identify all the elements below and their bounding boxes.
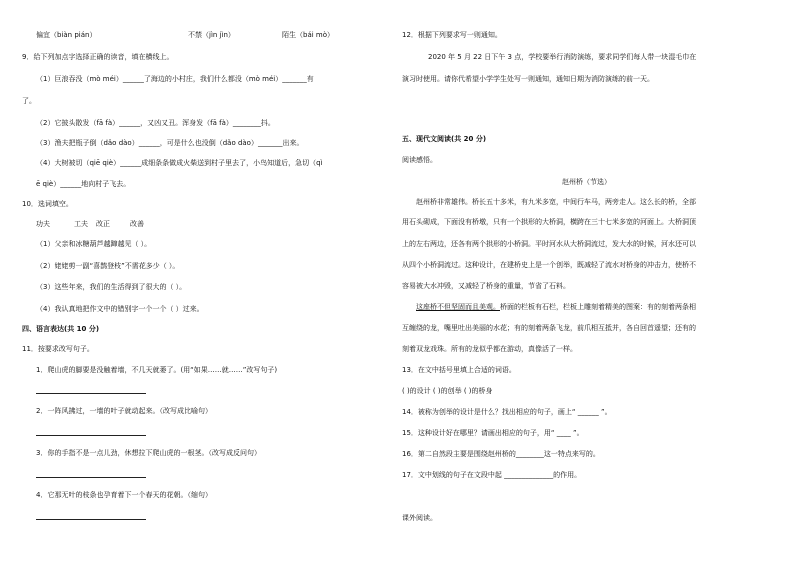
- q14: 14．被称为创举的设计是什么？找出相应的句子，画上“ ______ ”。: [402, 408, 612, 416]
- q17: 17．文中划线的句子在文段中起 ______________的作用。: [402, 471, 582, 479]
- passage-line-7: 互缠绕的龙，嘴里吐出美丽的水花；有的刻着两条飞龙，前爪相互抵并，各自回首遥望；还有的: [402, 324, 696, 332]
- q9-line-1b: 了。: [22, 97, 36, 105]
- q9-line-4b: ē qiè）______地向村子飞去。: [36, 180, 131, 188]
- passage-line-1: 赵州桥非常雄伟。桥长五十多米，有九米多宽，中间行车马，两旁走人。这么长的桥，全部: [416, 198, 696, 206]
- q11-title: 11．按要求改写句子。: [22, 345, 94, 353]
- q10-option-1: 功夫: [36, 220, 50, 228]
- q10-line-1: （1）父亲和冰糖葫芦越蹿越见（ ）。: [36, 240, 152, 248]
- pinyin-item-1: 偏宜（biàn pián）: [36, 31, 97, 39]
- pinyin-item-2: 不禁（jìn jìn）: [188, 31, 235, 39]
- underlined-sentence: 这座桥不但坚固而且美观。: [416, 303, 500, 311]
- q11-sentence-1: 1．爬山虎的脚要是没触着墙，不几天就萎了。(用“如果……就……”改写句子): [36, 366, 278, 374]
- q12-para-1: 2020 年 5 月 22 日下午 3 点，学校要举行消防演练，要求同学们每人带一块湿毛巾在: [428, 53, 697, 61]
- section-5-title: 五、现代文阅读(共 20 分): [402, 135, 487, 143]
- answer-line-4[interactable]: [36, 512, 146, 523]
- q9-title: 9．给下列加点字选择正确的读音，填在横线上。: [22, 53, 174, 61]
- q13-blanks: ( )的设计 ( )的创举 ( )的桥身: [402, 387, 493, 395]
- pinyin-item-3: 陌生（bái mò）: [282, 31, 335, 39]
- q11-sentence-3: 3．你的手指不是一点儿劲，休想拉下爬山虎的一根茎。（改写成反问句）: [36, 449, 261, 457]
- answer-line-3[interactable]: [36, 470, 146, 481]
- extra-reading-title: 课外阅读。: [402, 514, 437, 522]
- passage-title: 赵州桥（节选）: [562, 178, 611, 186]
- section-4-title: 四、语言表达(共 10 分): [22, 325, 100, 333]
- passage-line-4: 从四个小桥洞流过。这种设计，在建桥史上是一个创举，既减轻了流水对桥身的冲击力，使桥不: [402, 261, 696, 269]
- q10-line-4: （4）我认真地把作文中的错别字一个一个（ ）过来。: [36, 305, 204, 313]
- q16: 16．第二自然段主要是围绕赵州桥的________这一特点来写的。: [402, 450, 600, 458]
- q9-line-4: （4）大树被切（qiē qiè）______成细条条做成火柴送到村子里去了，小鸟知道后，急切（qì: [36, 159, 323, 167]
- q9-line-3: （3）渔夫把瓶子倒（dǎo dào）______，可是什么也没倒（dǎo dào）_______出来。: [36, 139, 304, 147]
- passage-line-6-rest: 桥面的栏板有石栏，栏板上雕刻着精美的图案：有的刻着两条相: [500, 303, 696, 311]
- q10-title: 10．选词填空。: [22, 200, 73, 208]
- answer-line-1[interactable]: [36, 386, 146, 397]
- q10-option-2: 工夫: [74, 220, 88, 228]
- passage-line-3: 上的左右两边，还各有两个拱形的小桥洞。平时河水从大桥洞流过，发大水的时候，河水还可以: [402, 240, 696, 248]
- q11-sentence-4: 4．它那无叶的枝条也孕育着下一个春天的花朝。（缩句）: [36, 491, 212, 499]
- answer-line-2[interactable]: [36, 428, 146, 439]
- q12-title: 12．根据下列要求写一则通知。: [402, 31, 502, 39]
- q13-title: 13．在文中括号里填上合适的词语。: [402, 366, 516, 374]
- q10-option-4: 改善: [130, 220, 144, 228]
- passage-line-2: 用石头砌成，下面没有桥墩，只有一个拱形的大桥洞，横跨在三十七米多宽的河面上。大桥洞顶: [402, 218, 696, 226]
- q11-sentence-2: 2．一阵风拂过，一墙的叶子就动起来。（改写成比喻句）: [36, 407, 212, 415]
- reading-intro: 阅读感悟。: [402, 156, 437, 164]
- q10-line-2: （2）姥姥剪一副“喜鹊登枝”不需花多少（ ）。: [36, 262, 180, 270]
- q10-line-3: （3）这些年来，我们的生活得到了很大的（ ）。: [36, 283, 187, 291]
- q15: 15．这种设计好在哪里？请画出相应的句子，用“ ____ ”。: [402, 429, 584, 437]
- passage-line-5: 容易被大水冲毁，又减轻了桥身的重量，节省了石料。: [402, 282, 570, 290]
- passage-line-6: [416, 303, 696, 312]
- q12-para-2: 演习时使用。请你代希望小学学生处写一则通知，通知日期为消防演练的前一天。: [402, 75, 654, 83]
- q9-line-1: （1）巨浪吞没（mò méi）______了海边的小村庄，我们什么都没（mò méi）_______有: [36, 75, 314, 83]
- q9-line-2: （2）它披头散发（fā fà）______，又凶又丑。浑身发（fā fà）________抖。: [36, 119, 275, 127]
- passage-line-8: 刻着双龙戏珠。所有的龙似乎都在游动，真像活了一样。: [402, 345, 577, 353]
- q10-option-3: 改正: [96, 220, 110, 228]
